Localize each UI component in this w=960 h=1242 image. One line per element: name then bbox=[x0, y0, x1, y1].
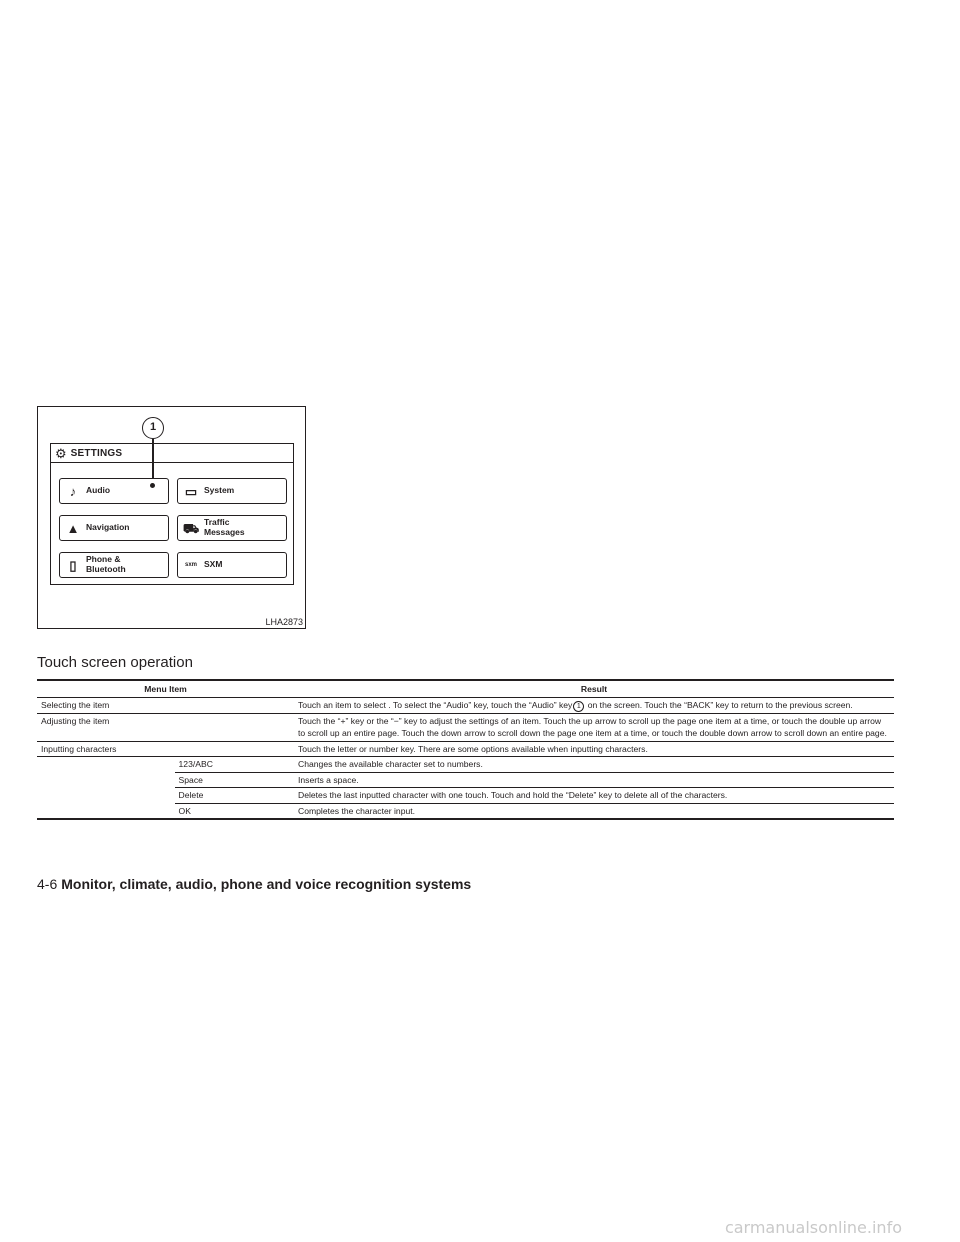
screen-icon: ▭ bbox=[184, 483, 198, 499]
navigation-arrow-icon: ▲ bbox=[66, 520, 80, 536]
row-result-text: on the screen. Touch the “BACK” key to return to the previous screen. bbox=[585, 700, 853, 711]
sub-row-result: Changes the available character set to numbers. bbox=[294, 757, 894, 772]
header-result: Result bbox=[294, 680, 894, 698]
table-sub-row bbox=[37, 788, 894, 803]
row-item: Selecting the item bbox=[37, 698, 294, 713]
table-sub-row bbox=[37, 772, 894, 787]
watermark: carmanualsonline.info bbox=[724, 1218, 902, 1237]
sub-row-result: Deletes the last inputted character with one touch. Touch and hold the “Delete” key to delete all of the characters. bbox=[294, 788, 894, 803]
settings-title: SETTINGS bbox=[70, 447, 123, 459]
navigation-label: Navigation bbox=[86, 522, 130, 533]
phone-bluetooth-label: Phone & Bluetooth bbox=[86, 554, 126, 574]
page-number: 4-6 bbox=[37, 876, 58, 892]
table-sub-row bbox=[37, 803, 894, 819]
row-result: Touch the letter or number key. There are some options available when inputting characters. bbox=[294, 741, 894, 756]
row-item: Adjusting the item bbox=[37, 713, 294, 741]
audio-label: Audio bbox=[86, 485, 111, 496]
callout-marker: 1 bbox=[142, 417, 164, 439]
settings-header bbox=[51, 444, 293, 463]
traffic-messages-label: Traffic Messages bbox=[204, 517, 245, 537]
system-button[interactable] bbox=[177, 478, 287, 504]
sxm-button[interactable] bbox=[177, 552, 287, 578]
table-row bbox=[37, 741, 894, 756]
header-menu-item: Menu Item bbox=[37, 680, 294, 698]
sxm-logo-icon: sxm bbox=[184, 562, 197, 568]
settings-figure bbox=[37, 406, 306, 629]
touch-operation-table bbox=[37, 679, 894, 820]
audio-button[interactable] bbox=[59, 478, 169, 504]
chapter-title: Monitor, climate, audio, phone and voice recognition systems bbox=[61, 876, 472, 892]
phone-icon: ▯ bbox=[69, 557, 77, 573]
figure-id: LHA2873 bbox=[265, 617, 303, 627]
navigation-button[interactable] bbox=[59, 515, 169, 541]
row-result: Touch the “+” key or the “−” key to adjust the settings of an item. Touch the up arrow to scroll up the page one item at a time, or touch the double up arrow to scroll up an entire page. Touch the down arrow to scroll down the page one item at a time, or touch the double down arrow to scroll down an entire page. bbox=[294, 713, 894, 741]
page-footer bbox=[37, 876, 471, 892]
table-row bbox=[37, 713, 894, 741]
callout-reference: 1 bbox=[573, 701, 584, 712]
sub-row-result: Completes the character input. bbox=[294, 803, 894, 819]
music-note-icon: ♪ bbox=[69, 483, 77, 499]
gear-icon: ⚙ bbox=[55, 445, 67, 461]
sub-row-item: 123/ABC bbox=[175, 757, 294, 772]
row-item: Inputting characters bbox=[37, 741, 294, 756]
sxm-label: SXM bbox=[204, 559, 223, 570]
table-header-row bbox=[37, 680, 894, 698]
row-result bbox=[294, 698, 894, 713]
sub-row-item: Delete bbox=[175, 788, 294, 803]
row-result-text: Touch an item to select . To select the “Audio” key, touch the “Audio” key bbox=[298, 700, 573, 711]
sub-row-item: Space bbox=[175, 772, 294, 787]
table-sub-row bbox=[37, 757, 894, 772]
phone-bluetooth-button[interactable] bbox=[59, 552, 169, 578]
car-icon: ⛟ bbox=[182, 520, 200, 536]
sub-row-item: OK bbox=[175, 803, 294, 819]
settings-screen bbox=[50, 443, 294, 585]
traffic-messages-button[interactable] bbox=[177, 515, 287, 541]
table-row bbox=[37, 698, 894, 713]
system-label: System bbox=[204, 485, 235, 496]
section-heading: Touch screen operation bbox=[37, 654, 193, 671]
sub-row-result: Inserts a space. bbox=[294, 772, 894, 787]
